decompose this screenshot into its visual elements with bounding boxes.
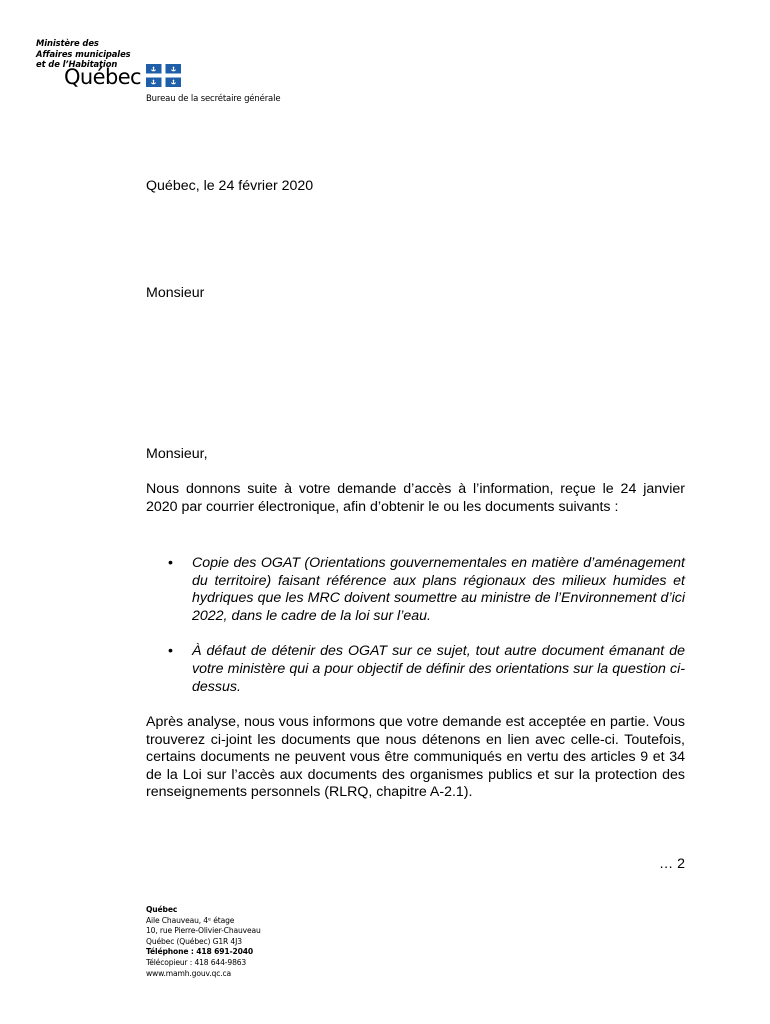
ministry-line: Affaires municipales [36, 48, 131, 59]
page-continuation: … 2 [658, 856, 685, 872]
list-item [146, 643, 685, 696]
recipient: Monsieur [146, 285, 205, 301]
footer-org: Québec [146, 905, 178, 914]
paragraph-intro: Nous donnons suite à votre demande d’accès à l’information, reçue le 24 janvier 2020 par courrier électronique, afin d’obtenir le ou les documents suivants : [146, 481, 685, 515]
request-list [146, 555, 685, 696]
footer-line: Aile Chauveau, 4ᵉ étage [146, 915, 235, 925]
footer-line: Québec (Québec) G1R 4J3 [146, 936, 242, 946]
ministry-line: et de l’Habitation [36, 59, 118, 70]
quebec-flag-icon [146, 64, 181, 87]
salutation: Monsieur, [146, 446, 208, 462]
paragraph-decision: Après analyse, nous vous informons que votre demande est acceptée en partie. Vous trouverez ci-joint les documents que nous détenons en lien avec celle-ci. Toutefois, certains documents ne peuvent vous être communiqués en vertu des articles 9 et 34 de la Loi sur l’accès aux documents des organismes publics et sur la protection des renseignements personnels (RLRQ, chapitre A-2.1). [146, 714, 685, 801]
footer-address [146, 905, 261, 979]
footer-fax: Télécopieur : 418 644-9863 [146, 957, 247, 967]
list-item-text: Copie des OGAT (Orientations gouvernementales en matière d’aménagement du territoire) faisant référence aux plans régionaux des milieux humides et hydriques que les MRC doivent soumettre au ministre de l’Environnement d’ici 2022, dans le cadre de la loi sur l’eau. [192, 555, 685, 624]
bullet-icon: • [168, 643, 173, 660]
letter-date: Québec, le 24 février 2020 [146, 178, 314, 194]
list-item-text: À défaut de détenir des OGAT sur ce sujet, tout autre document émanant de votre ministère qui a pour objectif de définir des orientations sur la question ci-dessus. [192, 643, 685, 695]
footer-website: www.mamh.gouv.qc.ca [146, 968, 232, 978]
list-item [146, 555, 685, 625]
footer-phone: Téléphone : 418 691-2040 [146, 947, 254, 957]
letterhead [36, 38, 296, 110]
quebec-wordmark: Québec [64, 65, 141, 89]
ministry-line: Ministère des [36, 38, 99, 48]
footer-line: 10, rue Pierre-Olivier-Chauveau [146, 926, 261, 936]
bureau-name: Bureau de la secrétaire générale [146, 94, 281, 104]
bullet-icon: • [168, 555, 173, 571]
